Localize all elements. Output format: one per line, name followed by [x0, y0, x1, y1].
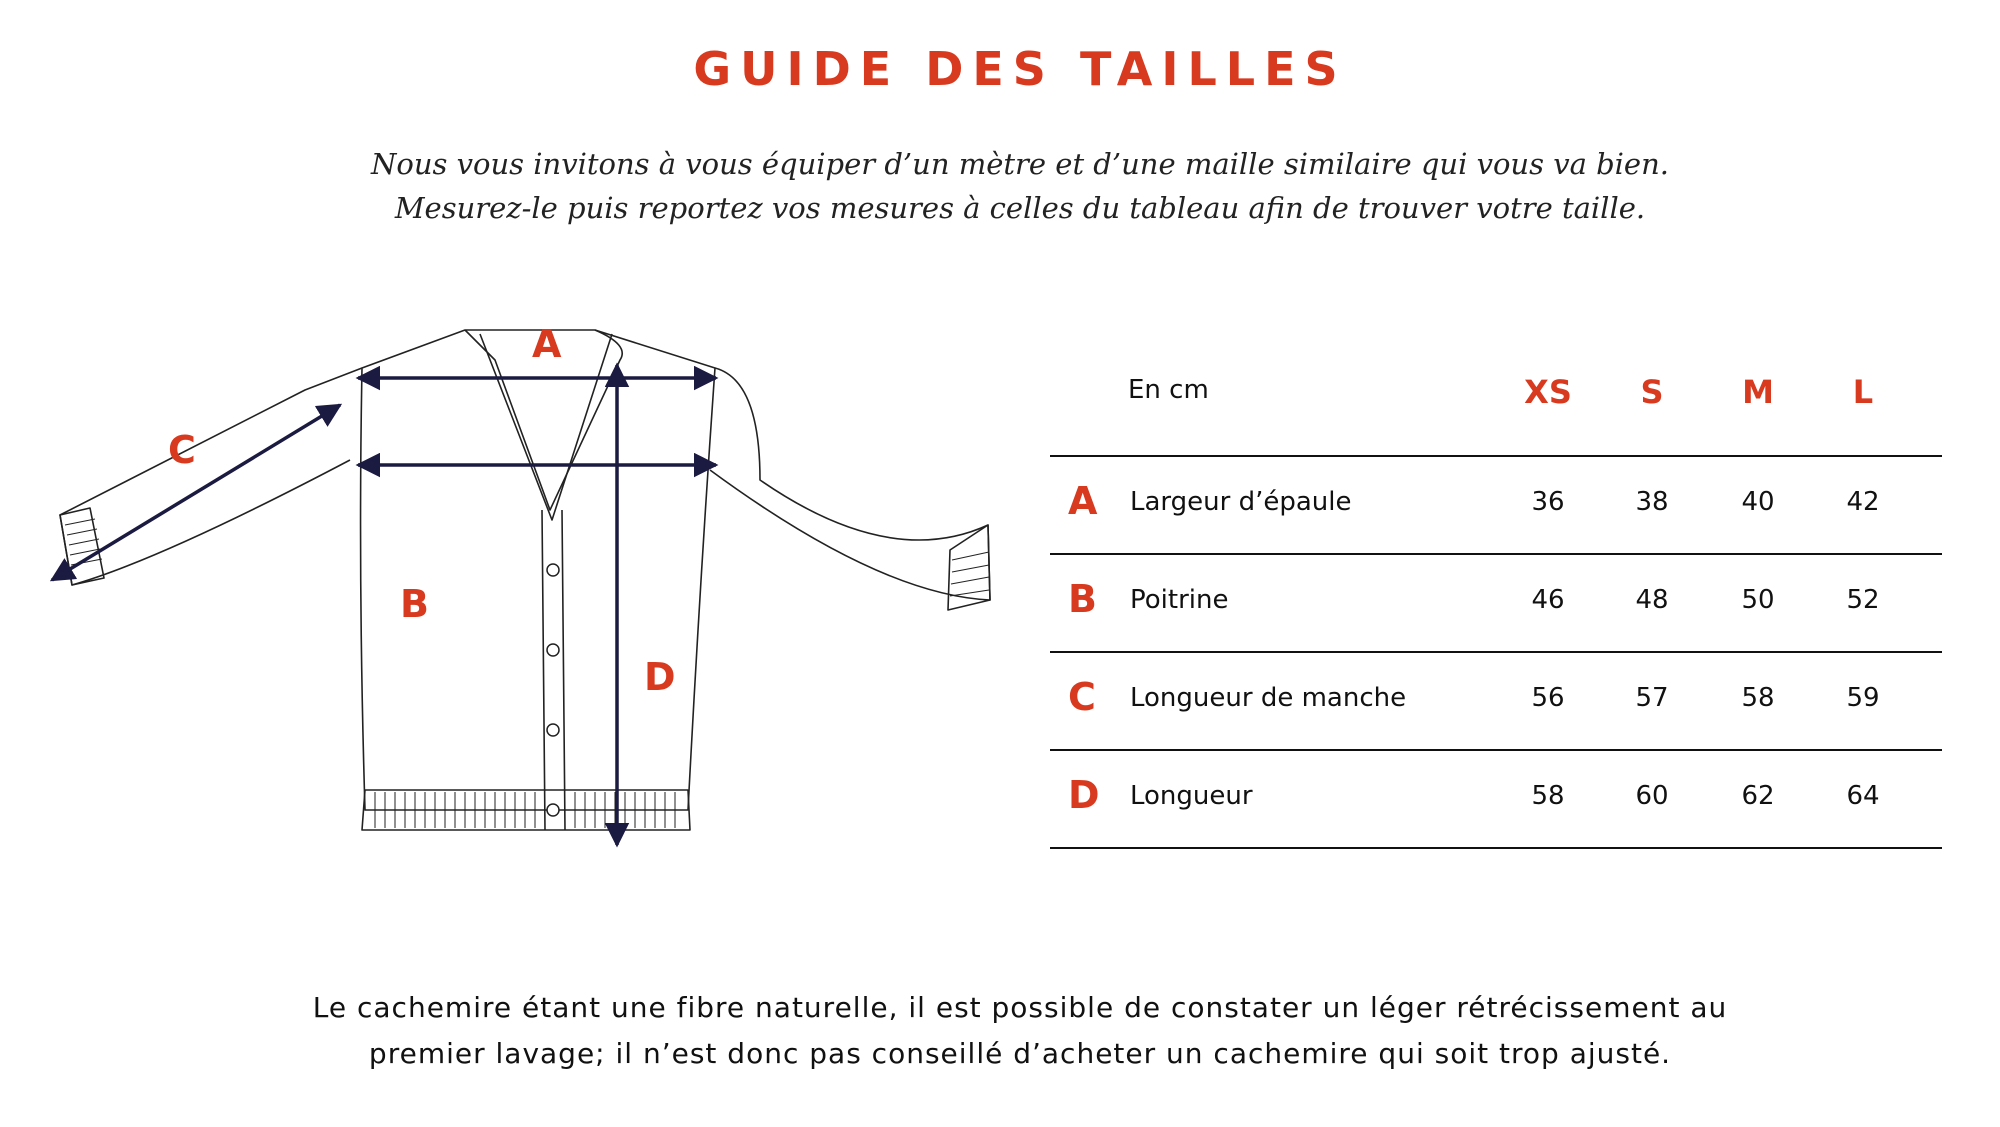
- right-sleeve: [710, 368, 990, 600]
- button-1: [547, 564, 559, 576]
- table-cell: 59: [1846, 683, 1880, 713]
- table-row: [1050, 653, 1942, 751]
- cardigan-diagram: [40, 320, 1030, 880]
- table-cell: 64: [1846, 781, 1880, 811]
- table-cell: 52: [1846, 585, 1880, 615]
- table-cell: 50: [1741, 585, 1775, 615]
- row-label: Poitrine: [1130, 585, 1229, 615]
- table-cell: 48: [1635, 585, 1669, 615]
- table-cell: 38: [1635, 487, 1669, 517]
- button-2: [547, 644, 559, 656]
- table-row: [1050, 751, 1942, 849]
- table-row: [1050, 457, 1942, 555]
- table-cell: 56: [1531, 683, 1565, 713]
- size-header: XS: [1524, 373, 1572, 411]
- table-cell: 46: [1531, 585, 1565, 615]
- table-cell: 60: [1635, 781, 1669, 811]
- page-title: GUIDE DES TAILLES: [693, 42, 1347, 96]
- table-cell: 58: [1531, 781, 1565, 811]
- footer-line-1: Le cachemire étant une fibre naturelle, il est possible de constater un léger rétrécissement au: [312, 991, 1728, 1024]
- button-4: [547, 804, 559, 816]
- left-cuff: [60, 508, 104, 585]
- row-letter: A: [1068, 479, 1098, 523]
- footer-line-2: premier lavage; il n’est donc pas conseillé d’acheter un cachemire qui soit trop ajusté.: [368, 1037, 1672, 1070]
- footer-note: [0, 985, 2000, 1077]
- intro-line-1: Nous vous invitons à vous équiper d’un mètre et d’une maille similaire qui vous va bien.: [371, 147, 1669, 181]
- row-label: Longueur: [1130, 781, 1253, 811]
- diagram-label-a: A: [532, 322, 562, 366]
- size-header: L: [1852, 373, 1874, 411]
- cardigan-body: [361, 330, 715, 810]
- row-letter: B: [1068, 577, 1097, 621]
- diagram-label-c: C: [168, 428, 196, 472]
- arrow-c: [52, 405, 340, 580]
- size-header: S: [1640, 373, 1664, 411]
- table-cell: 57: [1635, 683, 1669, 713]
- diagram-label-d: D: [644, 655, 676, 699]
- intro-text: [0, 142, 2000, 230]
- left-sleeve: [60, 368, 362, 585]
- size-header: M: [1742, 373, 1774, 411]
- row-label: Largeur d’épaule: [1130, 487, 1352, 517]
- size-table-header: [1050, 355, 1942, 457]
- table-row: [1050, 555, 1942, 653]
- table-cell: 36: [1531, 487, 1565, 517]
- unit-label: En cm: [1128, 375, 1209, 405]
- button-3: [547, 724, 559, 736]
- table-cell: 62: [1741, 781, 1775, 811]
- table-cell: 40: [1741, 487, 1775, 517]
- row-label: Longueur de manche: [1130, 683, 1407, 713]
- size-table: [1050, 355, 1942, 849]
- table-cell: 42: [1846, 487, 1880, 517]
- intro-line-2: Mesurez-le puis reportez vos mesures à celles du tableau afin de trouver votre taille.: [394, 191, 1646, 225]
- row-letter: D: [1068, 773, 1100, 817]
- diagram-label-b: B: [400, 582, 429, 626]
- row-letter: C: [1068, 675, 1096, 719]
- table-cell: 58: [1741, 683, 1775, 713]
